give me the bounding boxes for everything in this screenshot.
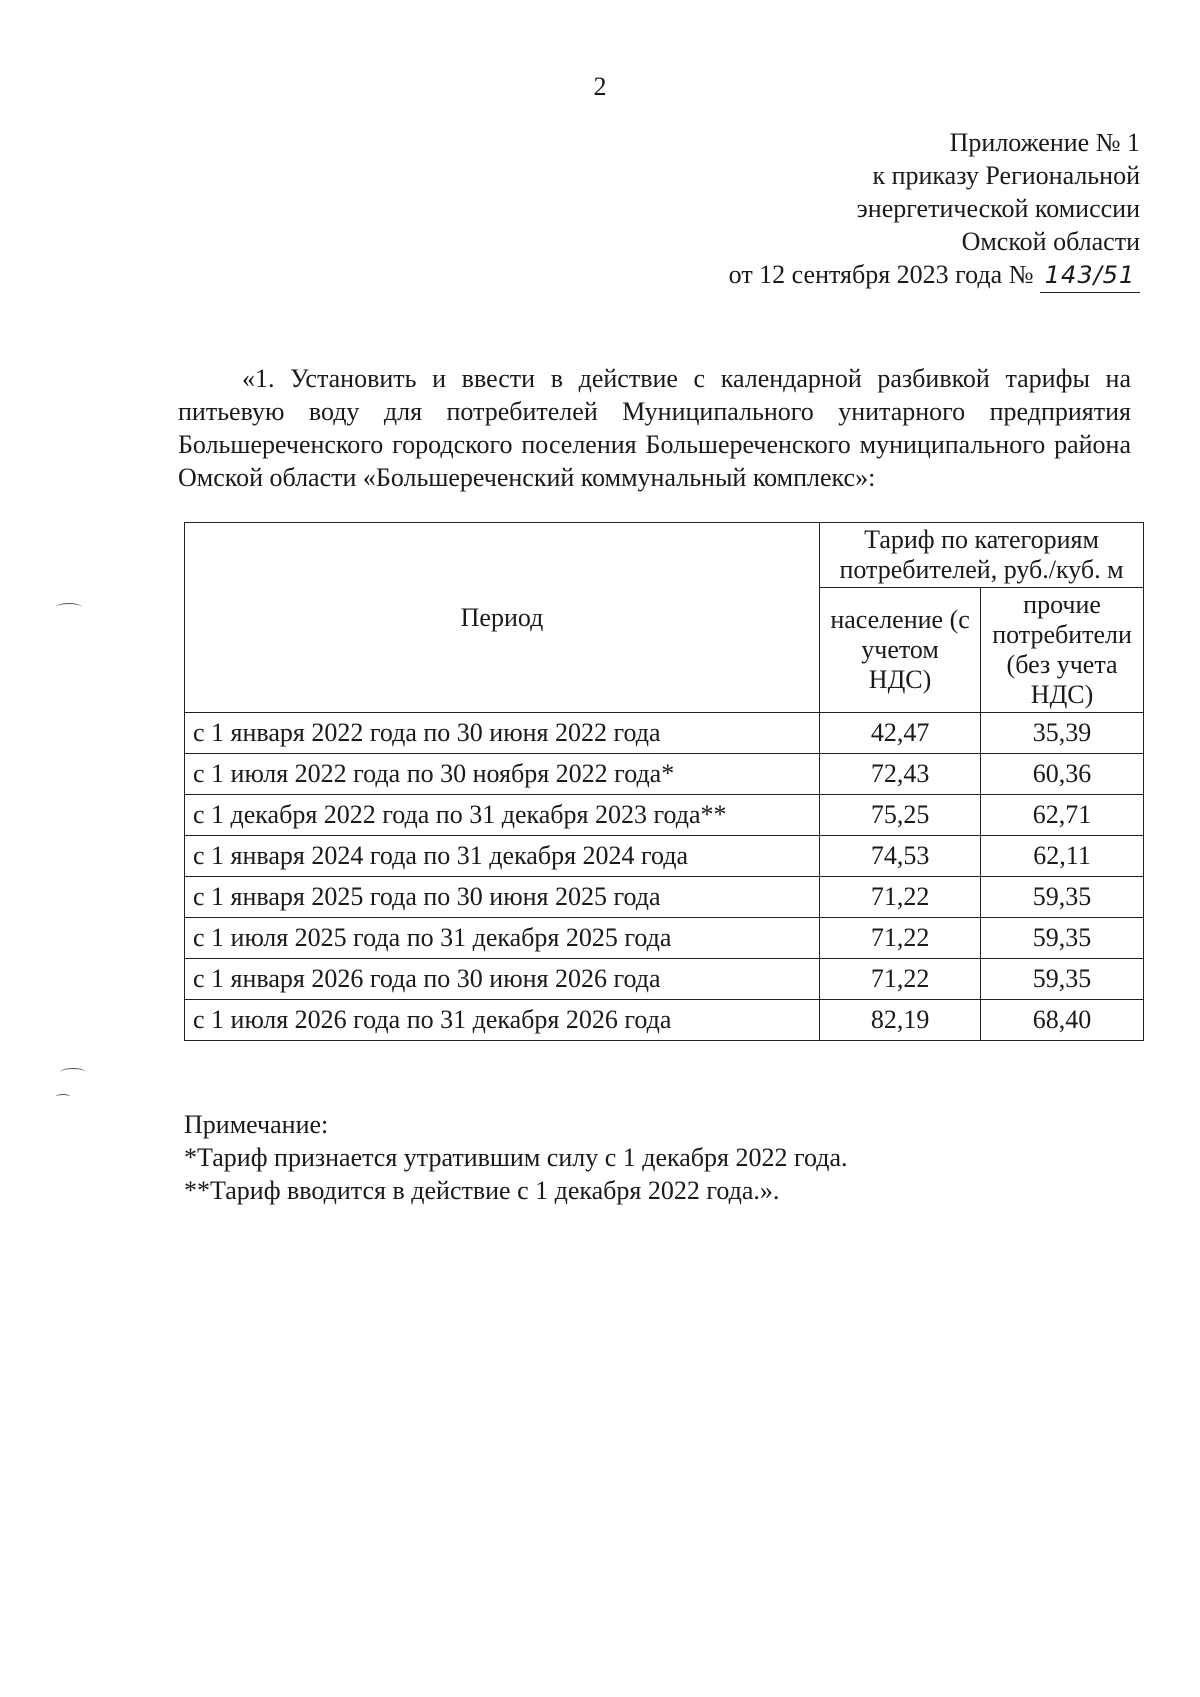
appendix-order-ref: к приказу Региональной bbox=[872, 161, 1140, 190]
scan-mark bbox=[56, 603, 82, 612]
appendix-title: Приложение № 1 bbox=[949, 128, 1140, 157]
others-tariff-cell: 62,11 bbox=[981, 836, 1144, 877]
header-tariff: Тариф по категориям потребителей, руб./куб. м bbox=[820, 523, 1144, 588]
table-row bbox=[185, 918, 1144, 959]
period-cell: с 1 июля 2025 года по 31 декабря 2025 года bbox=[185, 918, 820, 959]
note-2: **Тариф вводится в действие с 1 декабря 2022 года.». bbox=[184, 1176, 780, 1205]
notes-section bbox=[184, 1108, 848, 1207]
table-row bbox=[185, 795, 1144, 836]
table-row bbox=[185, 959, 1144, 1000]
table-header-row bbox=[185, 523, 1144, 588]
header-population: население (с учетом НДС) bbox=[820, 588, 981, 713]
table-row bbox=[185, 1000, 1144, 1041]
population-tariff-cell: 72,43 bbox=[820, 754, 981, 795]
intro-paragraph: «1. Установить и ввести в действие с календарной разбивкой тарифы на питьевую воду для потребителей Муниципального унитарного предприятия Большереченского городского поселения Большереченского муниципального района Омской области «Большереченский коммунальный комплекс»: bbox=[178, 364, 1131, 492]
others-tariff-cell: 62,71 bbox=[981, 795, 1144, 836]
order-number-handwritten: 143/51 bbox=[1040, 259, 1140, 293]
page-number: 2 bbox=[593, 72, 607, 101]
scan-mark bbox=[60, 1068, 86, 1077]
period-cell: с 1 июля 2026 года по 31 декабря 2026 года bbox=[185, 1000, 820, 1041]
table-row bbox=[185, 754, 1144, 795]
population-tariff-cell: 82,19 bbox=[820, 1000, 981, 1041]
header-others: прочие потребители (без учета НДС) bbox=[981, 588, 1144, 713]
header-period: Период bbox=[185, 523, 820, 713]
others-tariff-cell: 59,35 bbox=[981, 959, 1144, 1000]
table-row bbox=[185, 877, 1144, 918]
population-tariff-cell: 74,53 bbox=[820, 836, 981, 877]
others-tariff-cell: 59,35 bbox=[981, 877, 1144, 918]
note-1: *Тариф признается утратившим силу с 1 декабря 2022 года. bbox=[184, 1143, 848, 1172]
appendix-commission: энергетической комиссии bbox=[856, 194, 1140, 223]
appendix-date: от 12 сентября 2023 года № bbox=[728, 260, 1034, 289]
appendix-region: Омской области bbox=[961, 227, 1140, 256]
others-tariff-cell: 35,39 bbox=[981, 713, 1144, 754]
period-cell: с 1 июля 2022 года по 30 ноября 2022 года* bbox=[185, 754, 820, 795]
period-cell: с 1 января 2025 года по 30 июня 2025 года bbox=[185, 877, 820, 918]
period-cell: с 1 января 2022 года по 30 июня 2022 года bbox=[185, 713, 820, 754]
scan-mark bbox=[56, 1094, 70, 1099]
table-row bbox=[185, 836, 1144, 877]
others-tariff-cell: 60,36 bbox=[981, 754, 1144, 795]
appendix-header bbox=[729, 126, 1140, 293]
population-tariff-cell: 75,25 bbox=[820, 795, 981, 836]
notes-title: Примечание: bbox=[184, 1110, 329, 1139]
others-tariff-cell: 59,35 bbox=[981, 918, 1144, 959]
population-tariff-cell: 71,22 bbox=[820, 918, 981, 959]
period-cell: с 1 января 2026 года по 30 июня 2026 года bbox=[185, 959, 820, 1000]
population-tariff-cell: 42,47 bbox=[820, 713, 981, 754]
table-row bbox=[185, 713, 1144, 754]
appendix-date-line bbox=[729, 258, 1140, 293]
period-cell: с 1 декабря 2022 года по 31 декабря 2023 года** bbox=[185, 795, 820, 836]
period-cell: с 1 января 2024 года по 31 декабря 2024 года bbox=[185, 836, 820, 877]
population-tariff-cell: 71,22 bbox=[820, 877, 981, 918]
population-tariff-cell: 71,22 bbox=[820, 959, 981, 1000]
others-tariff-cell: 68,40 bbox=[981, 1000, 1144, 1041]
tariff-table bbox=[184, 522, 1144, 1041]
